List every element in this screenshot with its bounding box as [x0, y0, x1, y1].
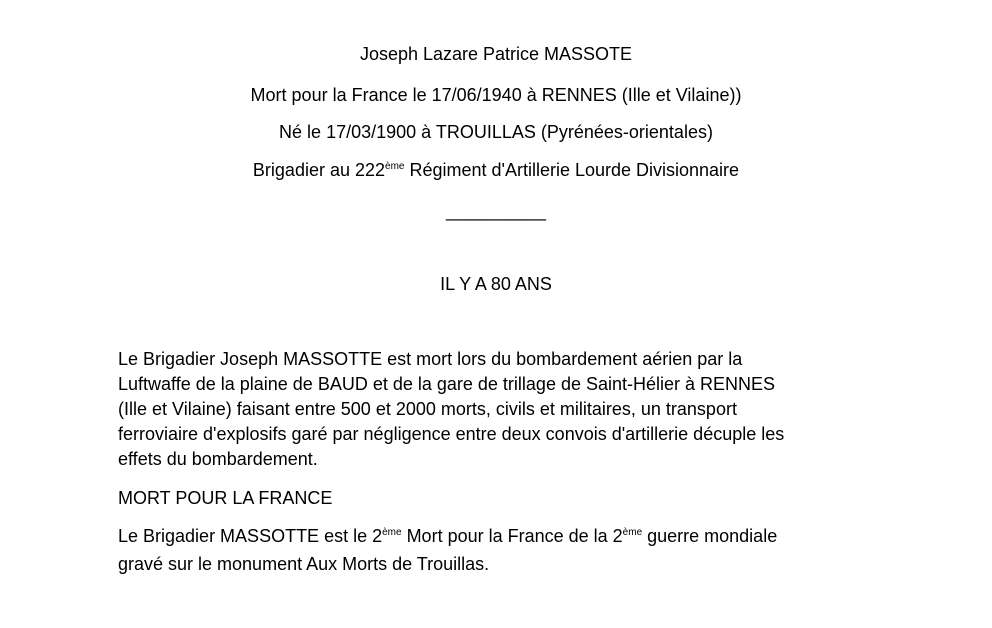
paragraph-line: effets du bombardement.	[118, 449, 318, 469]
section-heading: IL Y A 80 ANS	[440, 274, 552, 294]
paragraph-line: ferroviaire d'explosifs garé par négligence entre deux convois d'artillerie décuple les	[118, 424, 785, 444]
paragraph-line: (Ille et Vilaine) faisant entre 500 et 2000 morts, civils et militaires, un transport	[118, 399, 737, 419]
paragraph-line: gravé sur le monument Aux Morts de Trouillas.	[118, 554, 490, 574]
paragraph-monument	[118, 524, 878, 577]
rank-text-end: Régiment d'Artillerie Lourde Divisionnaire	[404, 160, 740, 180]
person-name: Joseph Lazare Patrice MASSOTE	[359, 44, 633, 64]
separator-line: __________	[445, 201, 547, 221]
rank-superscript: ème	[385, 161, 405, 172]
paragraph-bombardment	[118, 347, 878, 472]
monument-text-1: Le Brigadier MASSOTTE est le 2	[118, 526, 383, 546]
paragraph-mort-pour-la-france: MORT POUR LA FRANCE	[118, 488, 333, 508]
ordinal-superscript: ème	[382, 527, 402, 538]
paragraph-line: Le Brigadier Joseph MASSOTTE est mort lors du bombardement aérien par la	[118, 349, 743, 369]
paragraph-line: Luftwaffe de la plaine de BAUD et de la gare de trillage de Saint-Hélier à RENNES	[118, 374, 776, 394]
monument-text-3: guerre mondiale	[642, 526, 778, 546]
death-line: Mort pour la France le 17/06/1940 à RENNES (Ille et Vilaine))	[250, 85, 742, 105]
rank-text-start: Brigadier au 222	[252, 160, 386, 180]
ordinal-superscript: ème	[622, 527, 643, 538]
birth-line: Né le 17/03/1900 à TROUILLAS (Pyrénées-orientales)	[279, 122, 713, 142]
rank-line	[0, 159, 992, 185]
paragraph-line	[118, 524, 878, 552]
monument-text-2: Mort pour la France de la 2	[401, 526, 623, 546]
